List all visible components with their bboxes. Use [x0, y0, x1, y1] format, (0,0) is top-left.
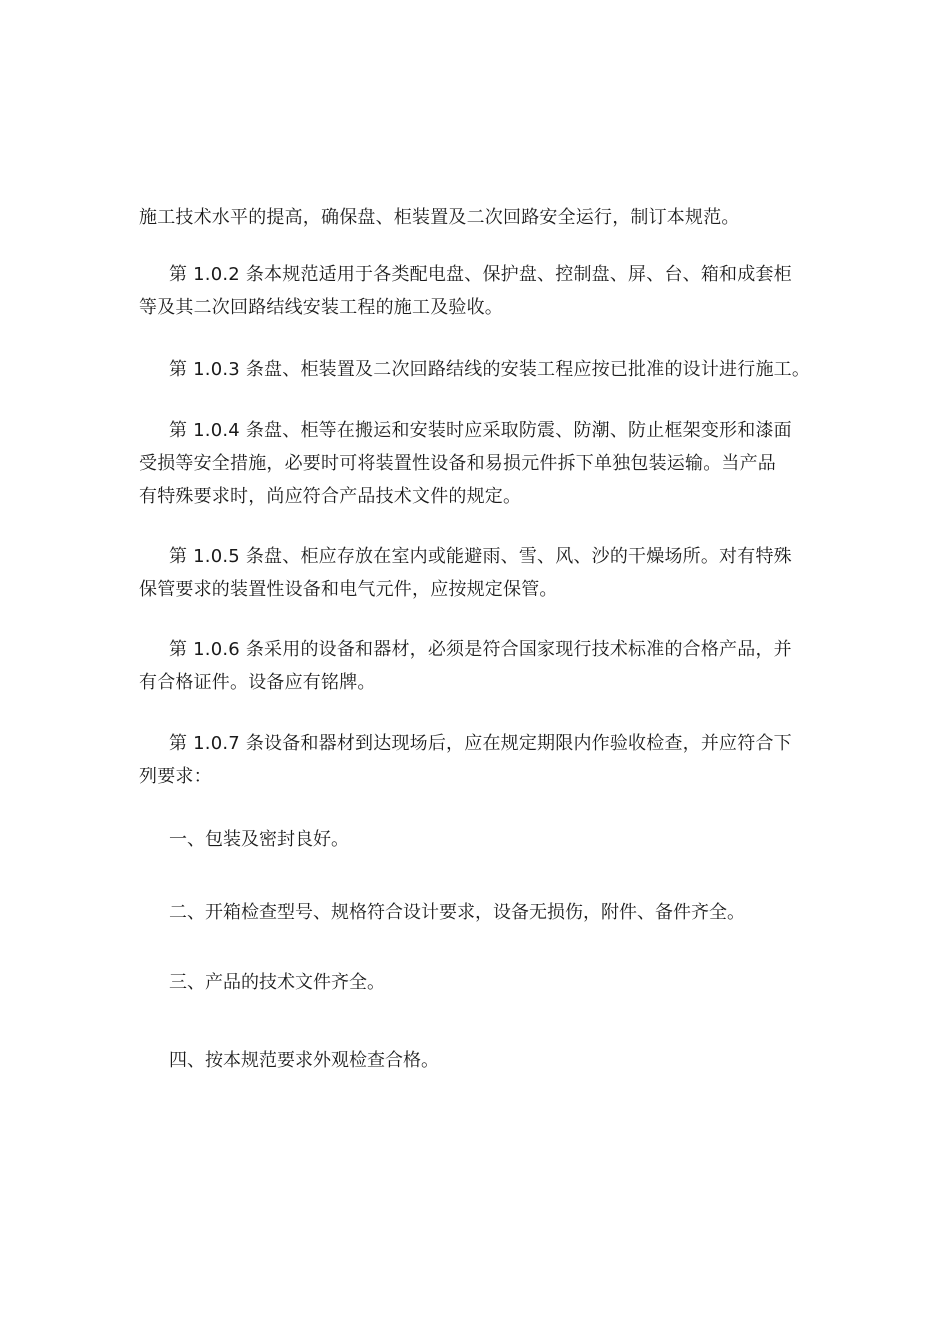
text-line: 第 1.0.6 条采用的设备和器材，必须是符合国家现行技术标准的合格产品，并: [169, 639, 792, 660]
text-line: 受损等安全措施，必要时可将装置性设备和易损元件拆下单独包装运输。当产品: [139, 453, 776, 474]
text-line: 第 1.0.5 条盘、柜应存放在室内或能避雨、雪、风、沙的干燥场所。对有特殊: [169, 546, 792, 567]
text-line: 有合格证件。设备应有铭牌。: [139, 672, 376, 693]
paragraph-clause-1-0-4: [139, 414, 829, 513]
text-line: 第 1.0.3 条盘、柜装置及二次回路结线的安装工程应按已批准的设计进行施工。: [169, 359, 811, 380]
text-line: 列要求：: [139, 766, 212, 787]
list-item: 三、产品的技术文件齐全。: [169, 972, 385, 993]
paragraph-clause-1-0-3: [139, 353, 829, 386]
paragraph-intro-continuation: [139, 201, 829, 234]
text-line: 保管要求的装置性设备和电气元件，应按规定保管。: [139, 579, 558, 600]
text-line: 第 1.0.7 条设备和器材到达现场后，应在规定期限内作验收检查，并应符合下: [169, 733, 792, 754]
paragraph-clause-1-0-7: [139, 727, 829, 793]
list-item: 二、开箱检查型号、规格符合设计要求，设备无损伤，附件、备件齐全。: [169, 902, 745, 923]
text-line: 有特殊要求时，尚应符合产品技术文件的规定。: [139, 486, 522, 507]
paragraph-clause-1-0-2: [139, 258, 829, 324]
text-line: 等及其二次回路结线安装工程的施工及验收。: [139, 297, 503, 318]
text-line: 第 1.0.4 条盘、柜等在搬运和安装时应采取防震、防潮、防止框架变形和漆面: [169, 420, 792, 441]
list-item: 一、包装及密封良好。: [169, 829, 349, 850]
paragraph-clause-1-0-6: [139, 633, 829, 699]
text-line: 施工技术水平的提高，确保盘、柜装置及二次回路安全运行，制订本规范。: [139, 207, 740, 228]
paragraph-clause-1-0-5: [139, 540, 829, 606]
text-line: 第 1.0.2 条本规范适用于各类配电盘、保护盘、控制盘、屏、台、箱和成套柜: [169, 264, 792, 285]
list-item: 四、按本规范要求外观检查合格。: [169, 1050, 439, 1071]
